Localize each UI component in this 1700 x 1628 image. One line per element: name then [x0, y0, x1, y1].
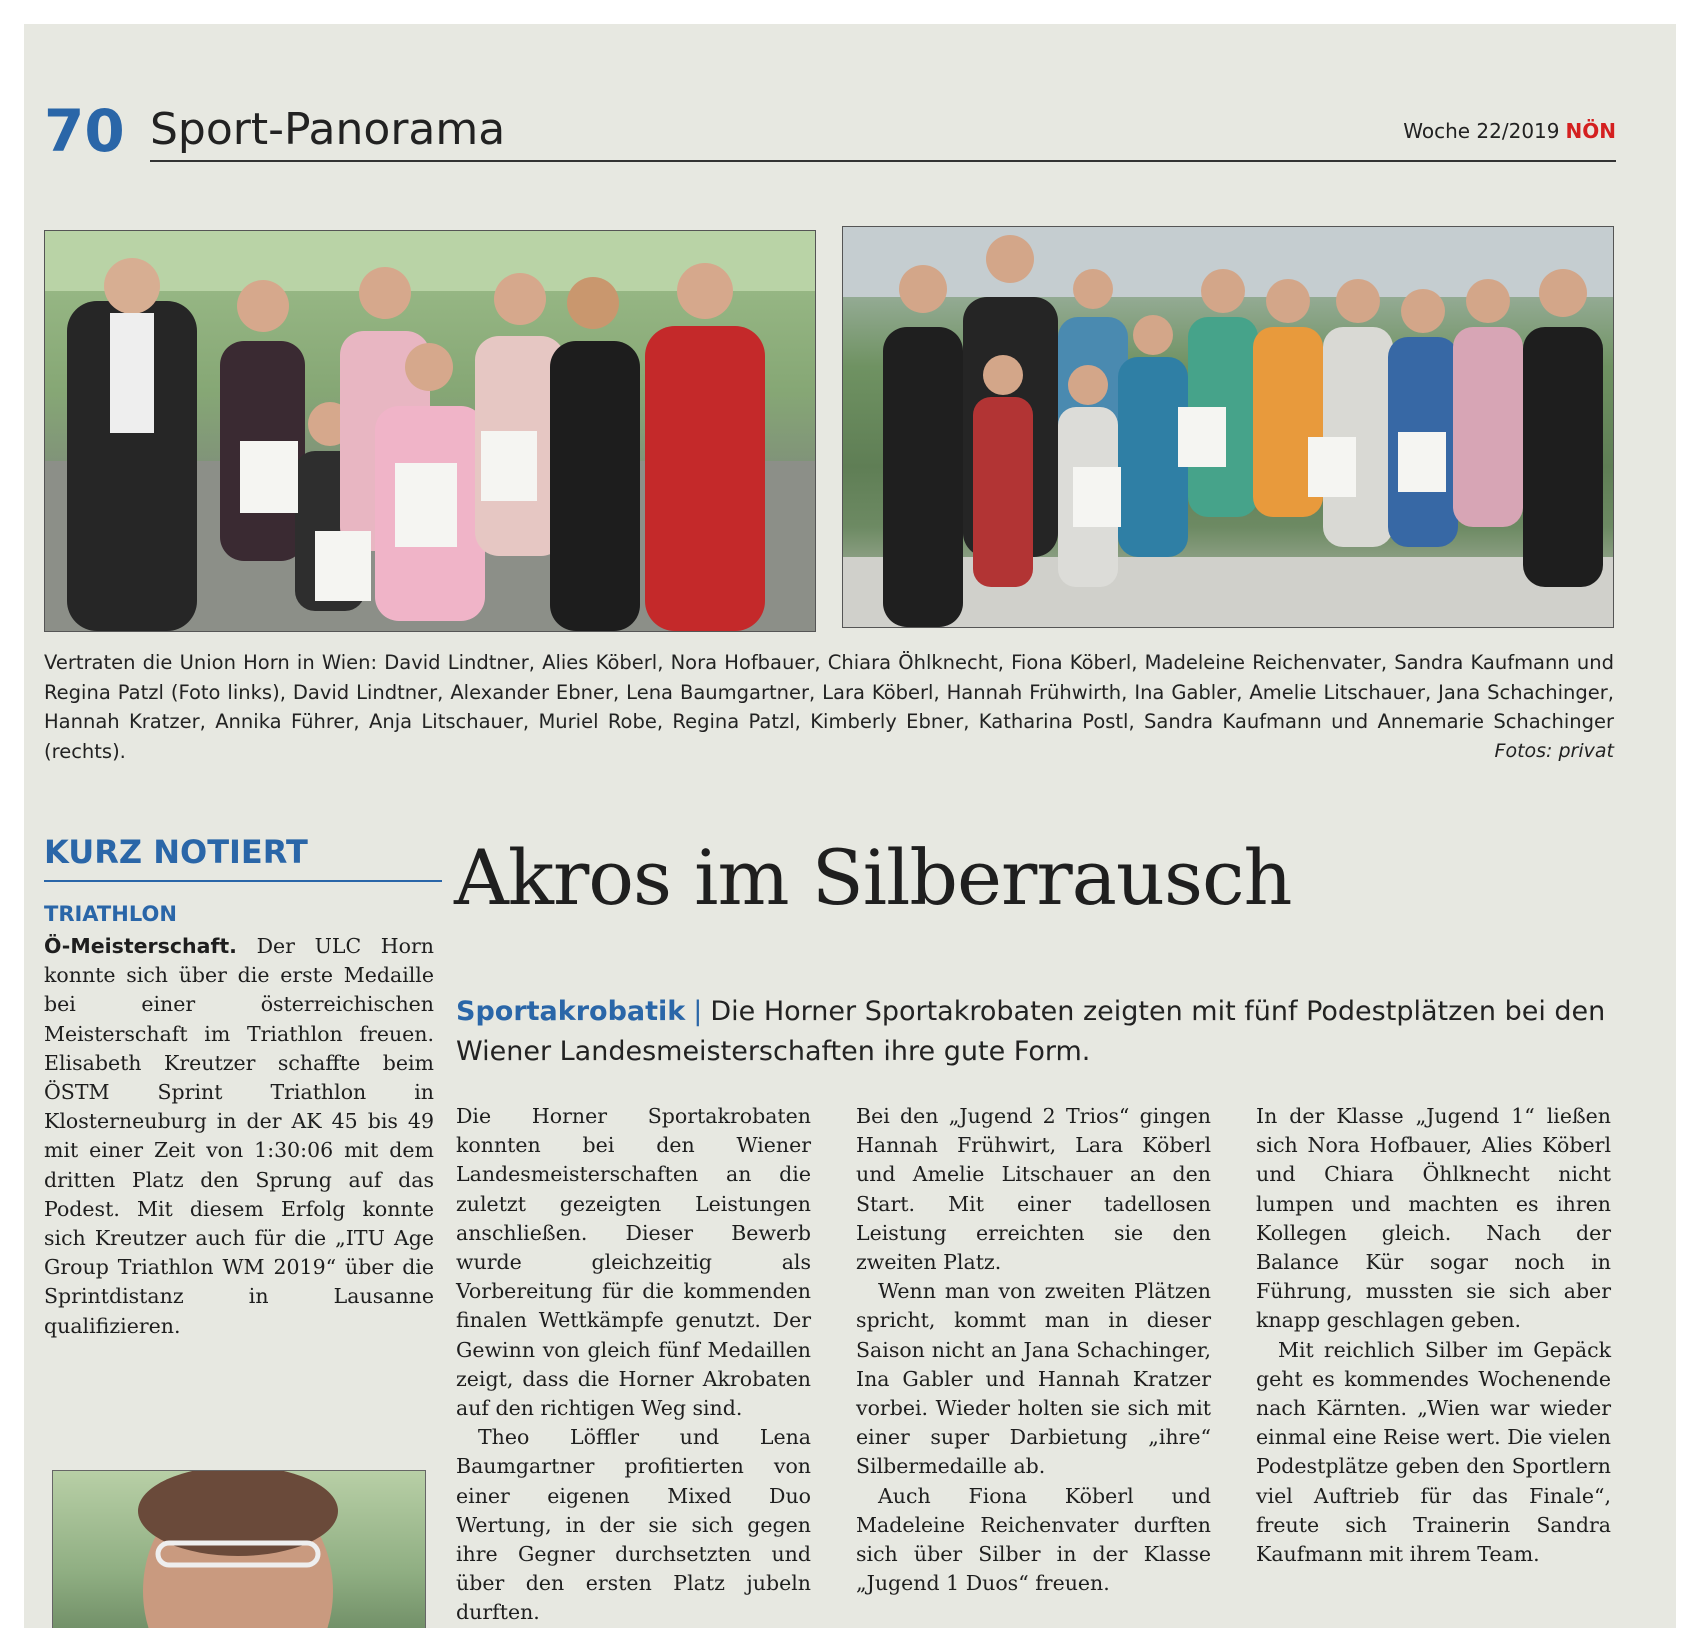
team-photo-left	[44, 230, 816, 632]
teaser-text: Die Horner Sportakrobaten zeigten mit fünf Podestplätzen bei den Wiener Landesmeisterschaften ihre gute Form.	[456, 996, 1606, 1067]
team-photo-right	[842, 226, 1614, 628]
photo-credit: Fotos: privat	[1494, 740, 1614, 762]
photo-right-scene	[843, 227, 1613, 627]
short-news-text	[44, 932, 434, 1341]
article-column-2	[856, 1102, 1211, 1598]
page-number: 70	[44, 97, 125, 165]
brand-logo: NÖN	[1565, 119, 1616, 143]
article-headline: Akros im Silberrausch	[454, 833, 1292, 922]
sidebar-kicker: TRIATHLON	[44, 902, 177, 926]
article-paragraph: Mit reichlich Silber im Gepäck geht es kommendes Wochenende nach Kärnten. „Wien war wieder einmal eine Reise wert. Die vielen Podestplätze geben den Sportlern viel Auftrieb für das Finale“, freute sich Trainerin Sandra Kaufmann mit ihrem Team.	[1256, 1337, 1612, 1567]
article-tag: Sportakrobatik	[456, 996, 686, 1027]
short-news-body: Der ULC Horn konnte sich über die erste Medaille bei einer österreichischen Meisterschaft im Triathlon freuen. Elisabeth Kreutzer schaffte beim ÖSTM Sprint Triathlon in Klosterneuburg in der AK 45 bis 49 mit einer Zeit von 1:30:06 mit dem dritten Platz den Sprung auf das Podest. Mit diesem Erfolg konnte sich Kreutzer auch für die „ITU Age Group Triathlon WM 2019“ über die Sprintdistanz in Lausanne qualifizieren.	[44, 934, 434, 1338]
article-column-3	[1256, 1102, 1611, 1569]
article-paragraph: Die Horner Sportakrobaten konnten bei den Wiener Landesmeisterschaften an die zuletzt gezeigten Leistungen anschließen. Dieser Bewerb wurde gleichzeitig als Vorbereitung für die kommenden finalen Wettkämpfe genutzt. Der Gewinn von gleich fünf Medaillen zeigt, dass die Horner Akrobaten auf den richtigen Weg sind.	[456, 1104, 811, 1421]
teaser-separator: |	[693, 996, 703, 1027]
photo-left-scene	[45, 231, 815, 631]
athlete-portrait-photo	[52, 1470, 426, 1628]
sidebar-title: KURZ NOTIERT	[44, 836, 442, 882]
article-paragraph: Wenn man von zweiten Plätzen spricht, kommt man in dieser Saison nicht an Jana Schachinger, Ina Gabler und Hannah Kratzer vorbei. Wieder holten sie sich mit einer super Darbietung „ihre“ Silbermedaille ab.	[856, 1279, 1211, 1479]
article-column-1	[456, 1102, 811, 1628]
photo-caption: Vertraten die Union Horn in Wien: David Lindtner, Alies Köberl, Nora Hofbauer, Chiara Öhlknecht, Fiona Köberl, Madeleine Reichenvater, Sandra Kaufmann und Regina Patzl (Foto links), David Lindtner, Alexander Ebner, Lena Baumgartner, Lara Köberl, Hannah Frühwirth, Ina Gabler, Amelie Litschauer, Jana Schachinger, Hannah Kratzer, Annika Führer, Anja Litschauer, Muriel Robe, Regina Patzl, Kimberly Ebner, Katharina Postl, Sandra Kaufmann und Annemarie Schachinger (rechts).	[44, 651, 1614, 763]
article-teaser	[456, 992, 1626, 1072]
portrait-scene	[53, 1471, 425, 1628]
article-paragraph: Bei den „Jugend 2 Trios“ gingen Hannah Frühwirt, Lara Köberl und Amelie Litschauer an den Start. Mit einer tadellosen Leistung erreichten sie den zweiten Platz.	[856, 1104, 1211, 1275]
article-paragraph: In der Klasse „Jugend 1“ ließen sich Nora Hofbauer, Alies Köberl und Chiara Öhlknecht nicht lumpen und machten es ihren Kollegen gleich. Nach der Balance Kür sogar noch in Führung, mussten sie sich aber knapp geschlagen geben.	[1256, 1104, 1611, 1333]
header-rule	[150, 160, 1616, 162]
short-news-lead: Ö-Meisterschaft.	[44, 934, 237, 958]
newspaper-page	[24, 24, 1676, 1628]
article-paragraph: Theo Löffler und Lena Baumgartner profitierten von einer eigenen Mixed Duo Wertung, in der sie sich gegen ihre Gegner durchsetzten und über den ersten Platz jubeln durften.	[456, 1425, 811, 1625]
issue-info	[1403, 119, 1616, 143]
issue-week: Woche 22/2019	[1403, 119, 1560, 143]
article-paragraph: Auch Fiona Köberl und Madeleine Reichenvater durften sich über Silber in der Klasse „Jugend 1 Duos“ freuen.	[856, 1483, 1211, 1596]
section-title: Sport-Panorama	[150, 104, 506, 155]
